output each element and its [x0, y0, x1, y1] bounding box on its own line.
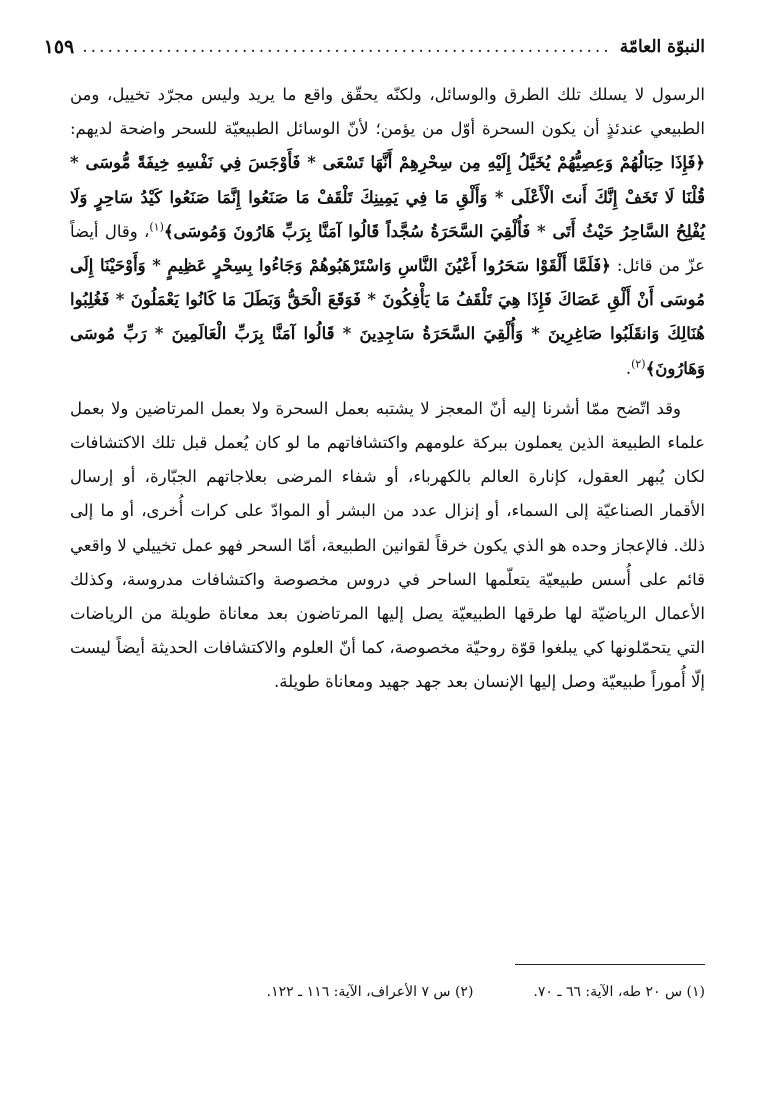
footnote-1: (١) س ٢٠ طه، الآية: ٦٦ ـ ٧٠. [533, 984, 705, 1000]
footnote-ref-1: (١) [149, 220, 164, 234]
paragraph-1-intro: الرسول لا يسلك تلك الطرق والوسائل، ولكنّه يحقّق واقع ما يريد وليس مجرّد تخييل، ومن الطبيعي عندئذٍ أن يكون السحرة أوّل من يؤمن؛ لأنّ الوسائل الطبيعيّة للسحر واضحة لديهم: [70, 85, 705, 139]
paragraph-1-end: . [625, 358, 632, 378]
chapter-title: النبوّة العامّة [619, 37, 705, 57]
page-number: ١٥٩ [43, 36, 75, 58]
quran-quote-2: ﴿فَلَمَّا أَلْقَوْا سَحَرُوا أَعْيُنَ النَّاسِ وَاسْتَرْهَبُوهُمْ وَجَاءُوا بِسِحْرٍ عَظِيمٍ * وَأَوْحَيْنَا إِلَى مُوسَى أَنْ أَلْقِ عَصَاكَ فَإِذَا هِيَ تَلْقَفُ مَا يَأْفِكُونَ * فَوَقَعَ الْحَقُّ وَبَطَلَ مَا كَانُوا يَعْمَلُونَ * فَغُلِبُوا هُنَالِكَ وَانقَلَبُوا صَاغِرِينَ * وَأُلْقِيَ السَّحَرَةُ سَاجِدِينَ * قَالُوا آمَنَّا بِرَبِّ الْعَالَمِينَ * رَبِّ مُوسَى وَهَارُونَ﴾ [70, 256, 705, 378]
paragraph-1 [70, 78, 705, 386]
quran-quote-1: ﴿فَإِذَا حِبَالُهُمْ وَعِصِيُّهُمْ يُخَيَّلُ إِلَيْهِ مِن سِحْرِهِمْ أَنَّهَا تَسْعَى * فَأَوْجَسَ فِي نَفْسِهِ خِيفَةً مُّوسَى * قُلْنَا لَا تَخَفْ إِنَّكَ أَنتَ الْأَعْلَى * وَأَلْقِ مَا فِي يَمِينِكَ تَلْقَفْ مَا صَنَعُوا إِنَّمَا صَنَعُوا كَيْدُ سَاحِرٍ وَلَا يُفْلِحُ السَّاحِرُ حَيْثُ أَتَى * فَأُلْقِيَ السَّحَرَةُ سُجَّداً قَالُوا آمَنَّا بِرَبِّ هَارُونَ وَمُوسَى﴾ [70, 153, 705, 241]
page-body [70, 78, 705, 700]
footnotes [120, 980, 705, 1004]
footnote-separator [515, 964, 705, 965]
paragraph-2: وقد اتّضح ممّا أشرنا إليه أنّ المعجز لا يشتبه بعمل السحرة ولا بعمل المرتاضين ولا بعمل علماء الطبيعة الذين يعملون ببركة علومهم واكتشافاتهم ما لو كان يُعمل قبل تلك الاكتشافات لكان يُبهر العقول، كإنارة العالم بالكهرباء، أو شفاء المرضى بعلاجاتهم الجبّارة، أو إرسال الأقمار الصناعيّة إلى السماء، أو إنزال عدد من البشر أو الموادّ على كرات أُخرى، أو ما إلى ذلك. فالإعجاز وحده هو الذي يكون خرقاً لقوانين الطبيعة، أمّا السحر فهو عمل تخييلي لا واقعي قائم على أُسس طبيعيّة يتعلّمها الساحر في دروس مخصوصة واكتشافات مدروسة، وكذلك الأعمال الرياضيّة لها طرقها الطبيعيّة يصل إليها المرتاضون بعد معاناة طويلة من الرياضات التي يتحمّلونها كي يبلغوا قوّة روحيّة مخصوصة، كما أنّ العلوم والاكتشافات الحديثة أيضاً ليست إلّا أُموراً طبيعيّة وصل إليها الإنسان بعد جهد جهيد ومعاناة طويلة. [70, 398, 705, 692]
paragraph-1-middle: ، وقال أيضاً عزّ من قائل: [70, 221, 705, 276]
running-header [43, 30, 705, 64]
leader-dots: ............................................................... [82, 37, 612, 57]
footnote-ref-2: (٢) [631, 357, 646, 371]
footnote-2: (٢) س ٧ الأعراف، الآية: ١١٦ ـ ١٢٢. [266, 984, 474, 1000]
